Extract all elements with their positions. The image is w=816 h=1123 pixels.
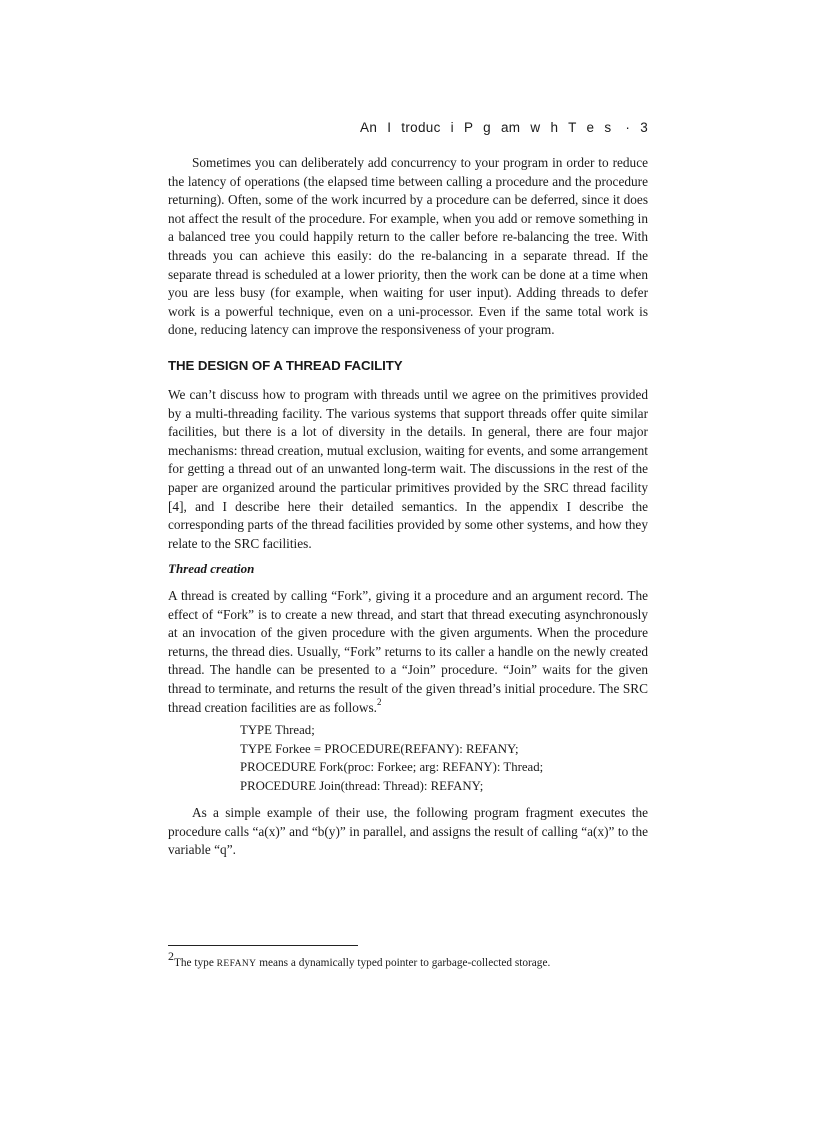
- footnote: [168, 949, 648, 972]
- paragraph-latency: Sometimes you can deliberately add concurrency to your program in order to reduce the latency of operations (the elapsed time between calling a procedure and the procedure returning). Often, some of the work incurred by a procedure can be deferred, since it does not affect the result of the procedure. For example, when you add or remove something in a balanced tree you could happily return to the caller before re-balancing the tree. With threads you can achieve this easily: do the re-balancing in a separate thread. If the separate thread is scheduled at a lower priority, then the work can be done at a time when you are less busy (for example, when waiting for user input). Adding threads to defer work is a powerful technique, even on a uni-processor. Even if the same total work is done, reducing latency can improve the responsiveness of your program.: [168, 155, 648, 338]
- code-line: PROCEDURE Fork(proc: Forkee; arg: REFANY): Thread;: [240, 760, 544, 775]
- running-head-title: An I troduc i P g am w h T e s: [360, 120, 612, 135]
- page-number: 3: [640, 120, 648, 135]
- footnote-text-post: means a dynamically typed pointer to garbage-collected storage.: [256, 957, 551, 969]
- paragraph-example: As a simple example of their use, the following program fragment executes the procedure calls “a(x)” and “b(y)” in parallel, and assigns the result of calling “a(x)” to the variable “q”.: [168, 805, 648, 858]
- footnote-reference: 2: [376, 697, 382, 708]
- footnote-text-pre: The type: [174, 957, 217, 969]
- footnote-keyword: REFANY: [216, 959, 257, 969]
- running-head-separator: ·: [625, 120, 631, 135]
- subsection-heading: Thread creation: [168, 561, 255, 576]
- footnote-rule: [168, 945, 358, 946]
- code-block: [240, 721, 543, 795]
- paragraph-thread-creation: [168, 587, 648, 717]
- code-line: TYPE Thread;: [240, 723, 315, 737]
- paragraph-design: We can’t discuss how to program with threads until we agree on the primitives provided by a multi-threading facility. The various systems that support threads offer quite similar facilities, but there is a lot of diversity in the details. In general, there are four major mechanisms: thread creation, mutual exclusion, waiting for events, and some arrangement for getting a thread out of an unwanted long-term wait. The discussions in the rest of the paper are organized around the particular primitives provided by the SRC thread facility [4], and I describe here their detailed semantics. In the appendix I describe the corresponding parts of the thread facilities provided by some other systems, and how they relate to the SRC facilities.: [168, 387, 648, 551]
- footnote-mark: 2: [168, 949, 174, 964]
- section-heading: THE DESIGN OF A THREAD FACILITY: [168, 358, 403, 373]
- running-head: [168, 120, 648, 135]
- code-line: PROCEDURE Join(thread: Thread): REFANY;: [240, 778, 484, 793]
- paragraph-thread-creation-text: A thread is created by calling “Fork”, giving it a procedure and an argument record. The effect of “Fork” is to create a new thread, and start that thread executing asynchronously at an invocation of the given procedure with the given arguments. When the procedure returns, the thread dies. Usually, “Fork” returns to its caller a handle on the newly created thread. The handle can be presented to a “Join” procedure. “Join” waits for the given thread to terminate, and returns the result of the given thread’s initial procedure. The SRC thread creation facilities are as follows.: [168, 588, 648, 715]
- code-line: TYPE Forkee = PROCEDURE(REFANY): REFANY;: [240, 741, 519, 756]
